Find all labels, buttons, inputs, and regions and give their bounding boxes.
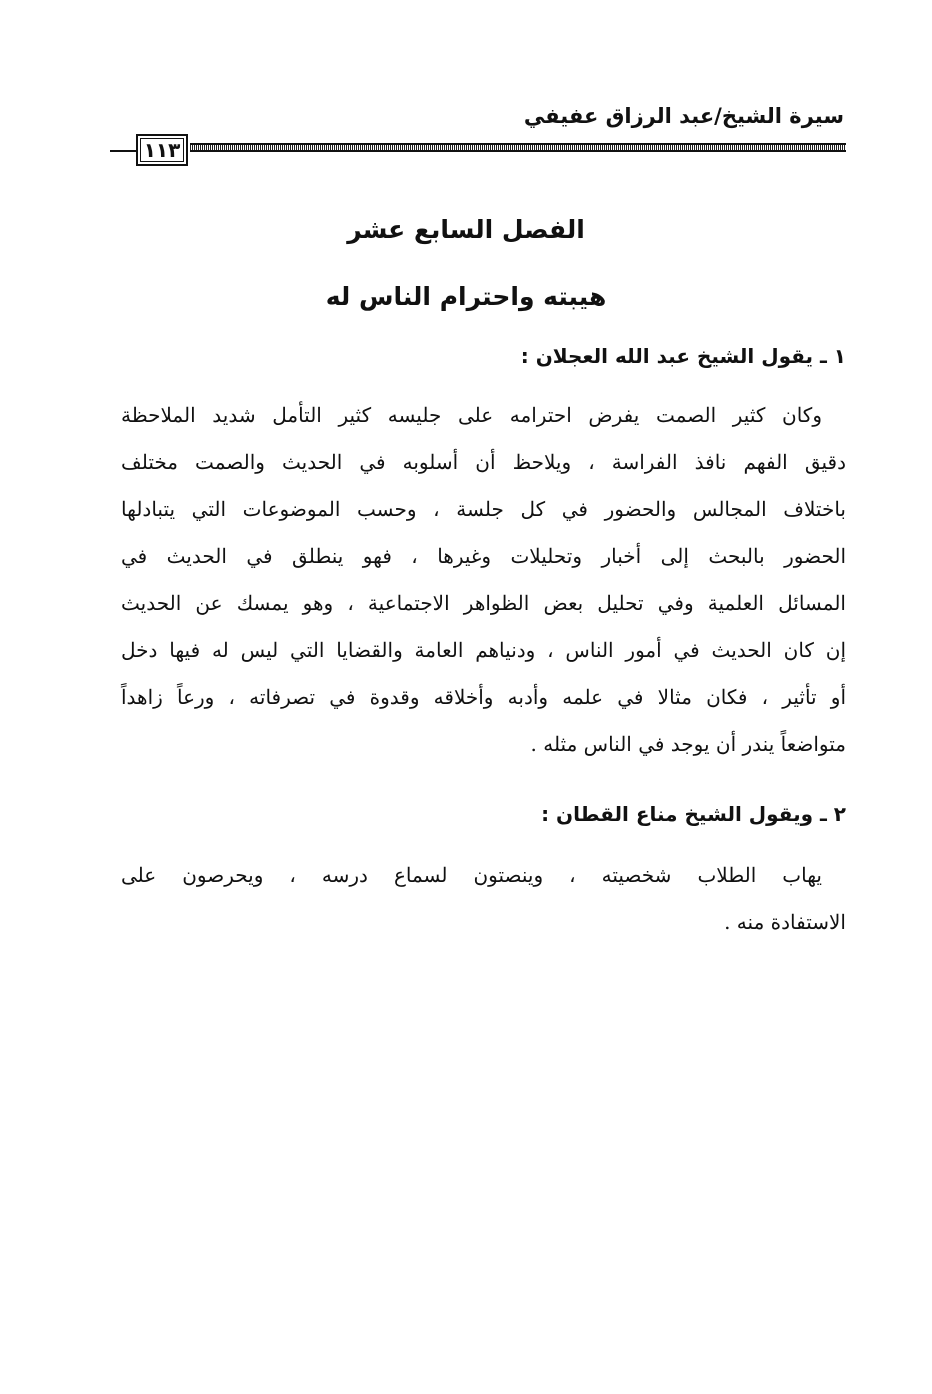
chapter-title: الفصل السابع عشر [347,215,585,244]
paragraph-line: باختلاف المجالس والحضور في كل جلسة ، وحسب الموضوعات التي يتبادلها [121,497,846,521]
paragraph-line: يهاب الطلاب شخصيته ، وينصتون لسماع درسه ، ويحرصون على [121,863,822,887]
paragraph-line: متواضعاً يندر أن يوجد في الناس مثله . [530,732,846,756]
paragraph-line: أو تأثير ، فكان مثالا في علمه وأدبه وأخلاقه وقدوة في تصرفاته ، ورعاً زاهداً [121,685,847,709]
paragraph-line: وكان كثير الصمت يفرض احترامه على جليسه كثير التأمل شديد الملاحظة [121,403,822,427]
section-paragraph-1 [121,392,846,768]
section-heading-1: ١ ـ يقول الشيخ عبد الله العجلان : [520,344,846,368]
page-number: ١١٣ [136,134,188,166]
running-header-title: سيرة الشيخ/عبد الرزاق عفيفي [523,104,844,128]
header-rule [190,143,846,152]
section-paragraph-2 [121,852,846,946]
paragraph-line: إن كان الحديث في أمور الناس ، ودنياهم العامة والقضايا التي ليس له فيها دخل [121,638,846,662]
paragraph-line: دقيق الفهم نافذ الفراسة ، ويلاحظ أن أسلوبه في الحديث والصمت مختلف [121,450,846,474]
paragraph-line: الاستفادة منه . [724,910,846,934]
header-rule-stub [110,150,136,152]
paragraph-line: الحضور بالبحث إلى أخبار وتحليلات وغيرها ، فهو ينطلق في الحديث في [121,544,846,568]
section-heading-2: ٢ ـ ويقول الشيخ مناع القطان : [541,802,846,826]
chapter-subtitle: هيبته واحترام الناس له [325,282,607,311]
paragraph-line: المسائل العلمية وفي تحليل بعض الظواهر الاجتماعية ، وهو يمسك عن الحديث [121,591,846,615]
